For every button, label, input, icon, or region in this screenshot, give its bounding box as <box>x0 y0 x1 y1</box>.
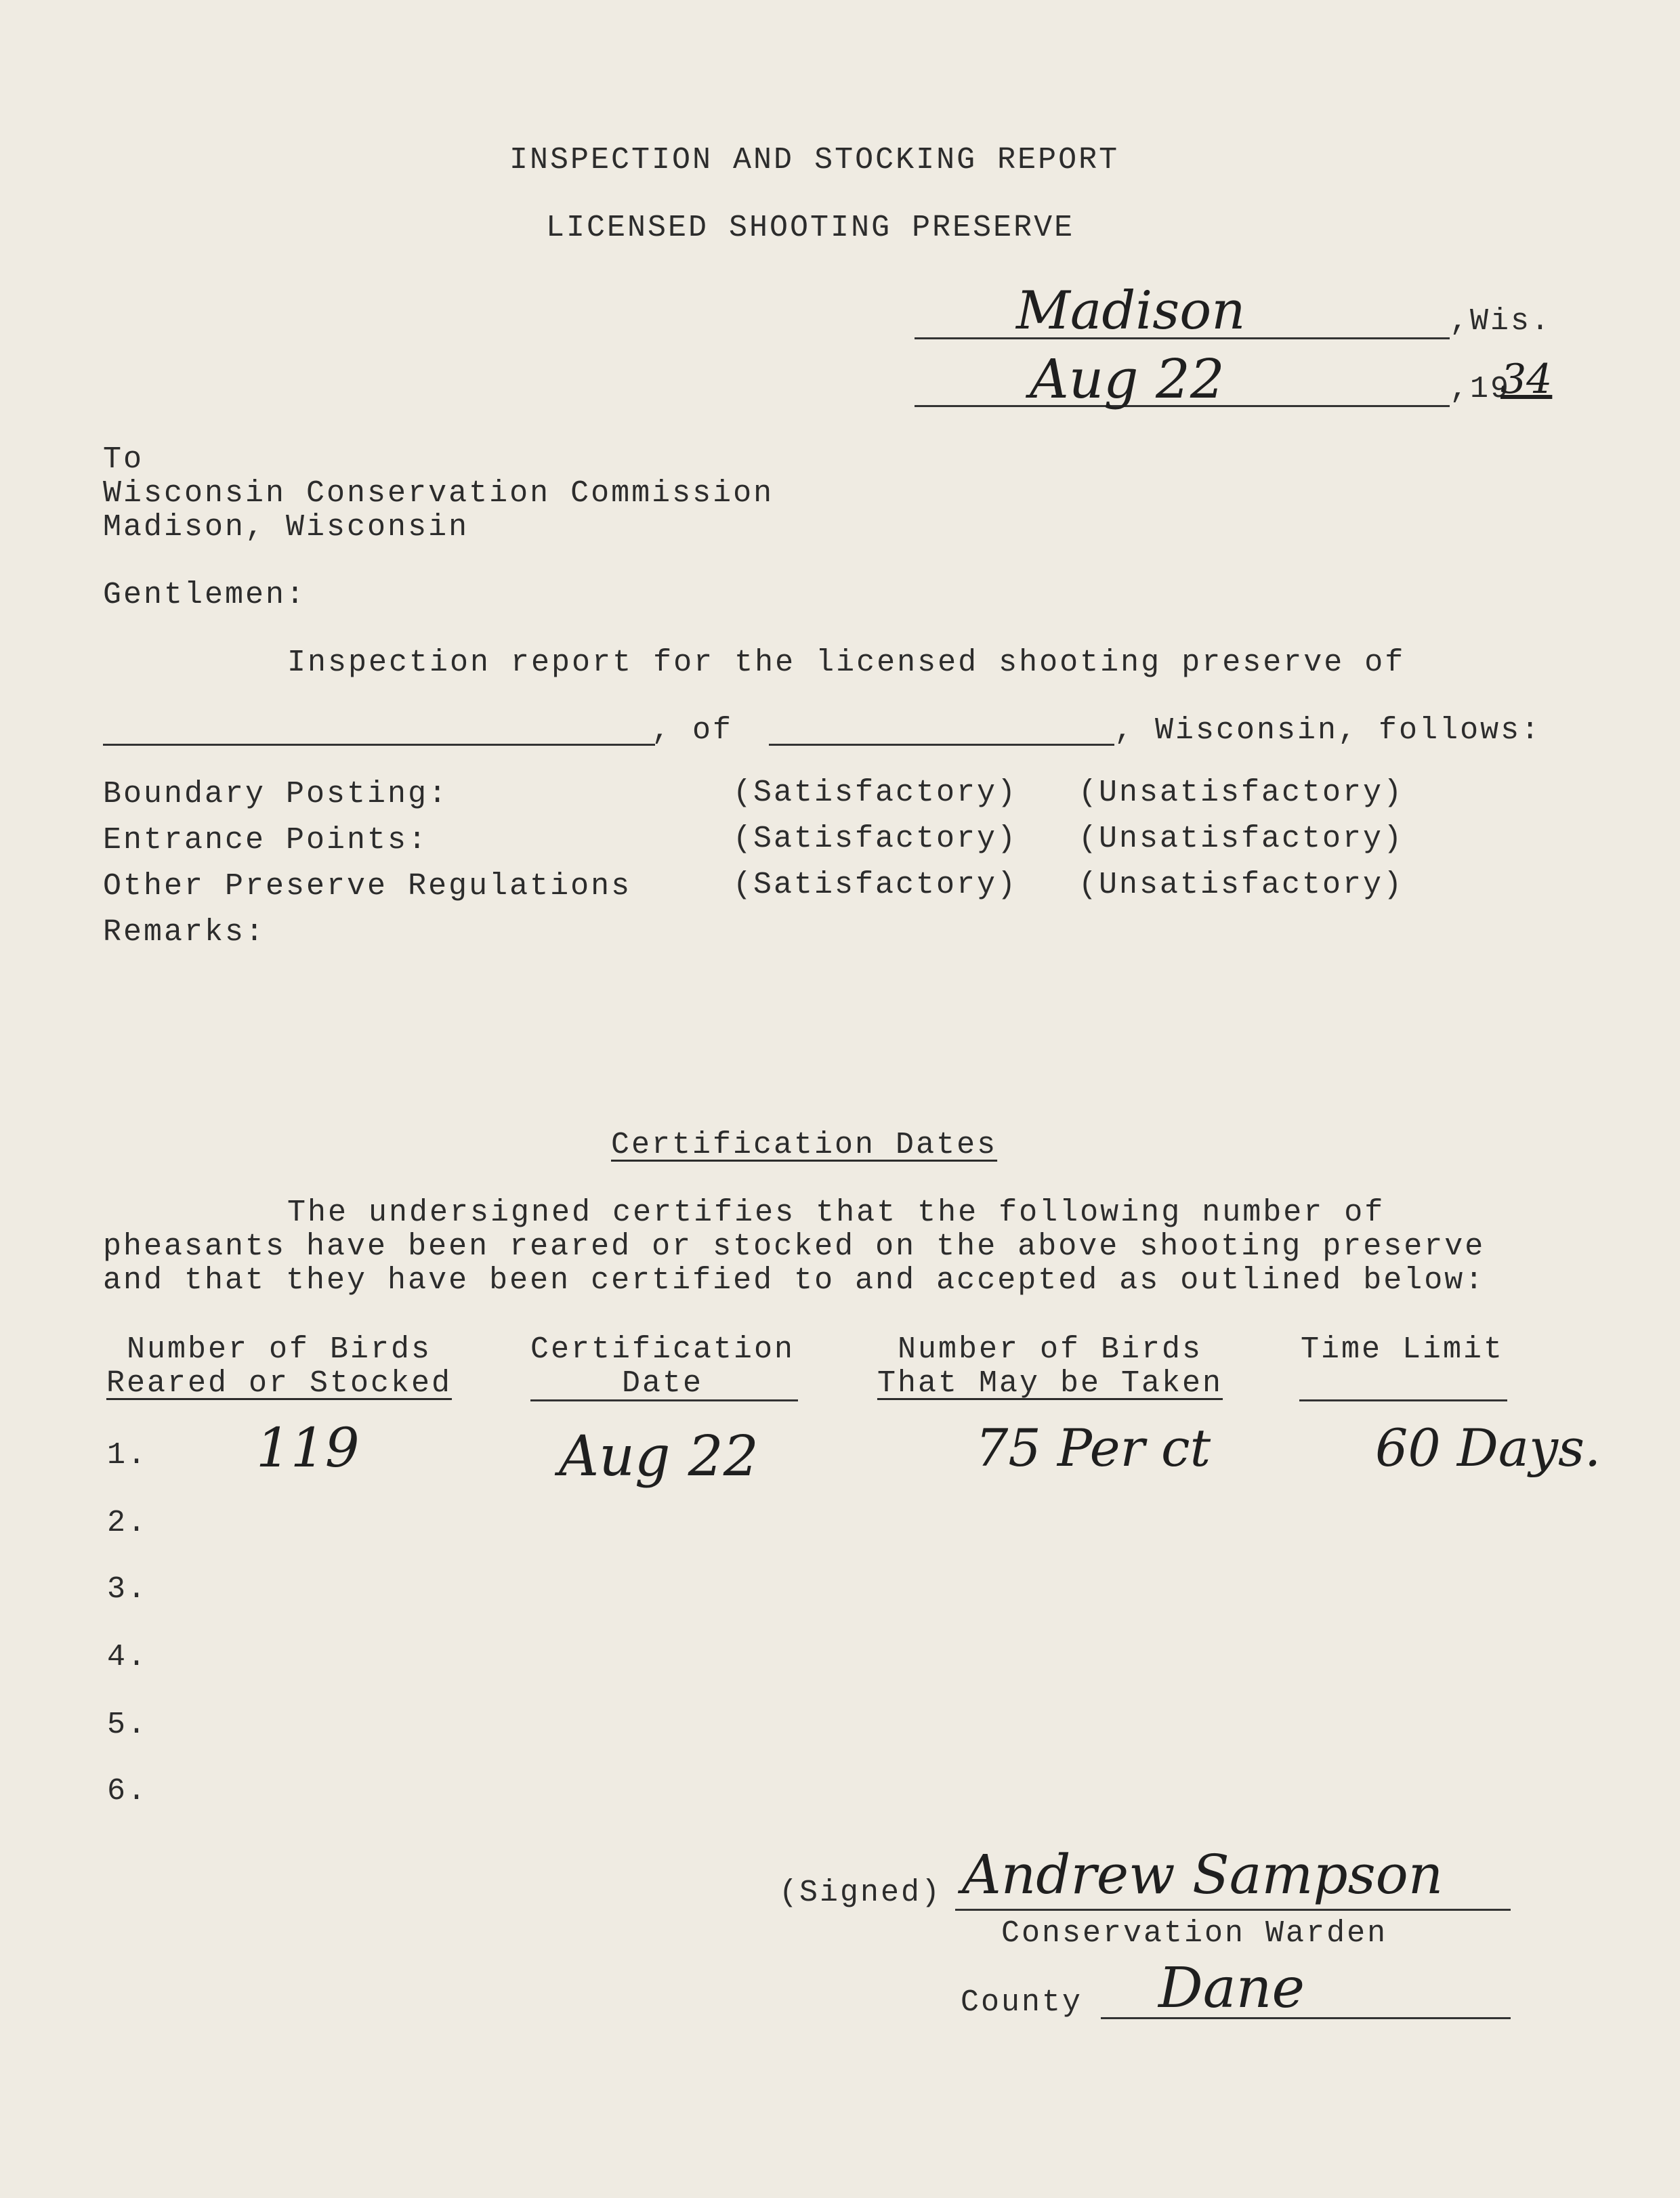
check-unsat-entrance: (Unsatisfactory) <box>1078 822 1404 856</box>
col-header-cert-rule <box>530 1399 798 1401</box>
county-value: Dane <box>1158 1956 1305 2021</box>
signature-name: Andrew Sampson <box>962 1843 1444 1906</box>
report-subtitle: LICENSED SHOOTING PRESERVE <box>546 211 1075 245</box>
col-header-taken-2: That May be Taken <box>877 1366 1223 1401</box>
address-line2: Madison, Wisconsin <box>103 510 469 545</box>
row-number: 5. <box>107 1708 148 1742</box>
year-value: 34 <box>1500 356 1553 403</box>
col-header-taken-1: Number of Birds <box>897 1332 1203 1367</box>
cert-para-3: and that they have been certified to and accepted as outlined below: <box>103 1263 1486 1298</box>
state-suffix: ,Wis. <box>1450 304 1552 339</box>
signature-title: Conservation Warden <box>1001 1916 1388 1951</box>
row1-limit: 60 Days. <box>1375 1418 1601 1478</box>
row-number: 6. <box>107 1774 148 1809</box>
col-header-limit-1: Time Limit <box>1300 1332 1505 1367</box>
of-label: , of <box>652 713 734 748</box>
signature-line <box>955 1909 1511 1911</box>
check-label-boundary: Boundary Posting: <box>103 777 449 811</box>
cert-para-1: The undersigned certifies that the following number of <box>287 1196 1385 1230</box>
col-header-limit-rule <box>1299 1399 1507 1401</box>
preserve-town-line <box>769 744 1114 746</box>
date-value: Aug 22 <box>1030 347 1225 410</box>
city-value: Madison <box>1016 280 1246 341</box>
row-number: 1. <box>107 1438 148 1473</box>
cert-para-2: pheasants have been reared or stocked on the above shooting preserve <box>103 1229 1486 1264</box>
remarks-label: Remarks: <box>103 915 266 950</box>
check-unsat-other: (Unsatisfactory) <box>1078 868 1404 902</box>
row-number: 3. <box>107 1572 148 1607</box>
check-sat-other: (Satisfactory) <box>733 868 1018 902</box>
check-sat-entrance: (Satisfactory) <box>733 822 1018 856</box>
salutation: Gentlemen: <box>103 578 307 612</box>
col-header-cert-2: Date <box>621 1366 704 1401</box>
follows-label: , Wisconsin, follows: <box>1114 713 1542 748</box>
preserve-name-line <box>103 744 655 746</box>
col-header-birds-1: Number of Birds <box>126 1332 432 1367</box>
address-to: To <box>103 442 144 477</box>
report-title: INSPECTION AND STOCKING REPORT <box>509 143 1120 177</box>
row1-taken: 75 Per ct <box>975 1418 1211 1478</box>
check-sat-boundary: (Satisfactory) <box>733 776 1018 810</box>
intro-line: Inspection report for the licensed shooting preserve of <box>287 646 1406 680</box>
certification-heading: Certification Dates <box>611 1128 998 1162</box>
check-unsat-boundary: (Unsatisfactory) <box>1078 776 1404 810</box>
check-label-entrance: Entrance Points: <box>103 823 429 858</box>
year-prefix: ,19 <box>1450 372 1511 406</box>
address-line1: Wisconsin Conservation Commission <box>103 476 774 511</box>
col-header-cert-1: Certification <box>530 1332 795 1367</box>
row1-birds: 119 <box>256 1416 360 1479</box>
row1-date: Aug 22 <box>559 1424 759 1489</box>
col-header-birds-2: Reared or Stocked <box>106 1366 453 1401</box>
row-number: 2. <box>107 1506 148 1540</box>
row-number: 4. <box>107 1640 148 1674</box>
check-label-other: Other Preserve Regulations <box>103 869 632 904</box>
signed-label: (Signed) <box>779 1876 942 1910</box>
county-label: County <box>961 1985 1083 2020</box>
